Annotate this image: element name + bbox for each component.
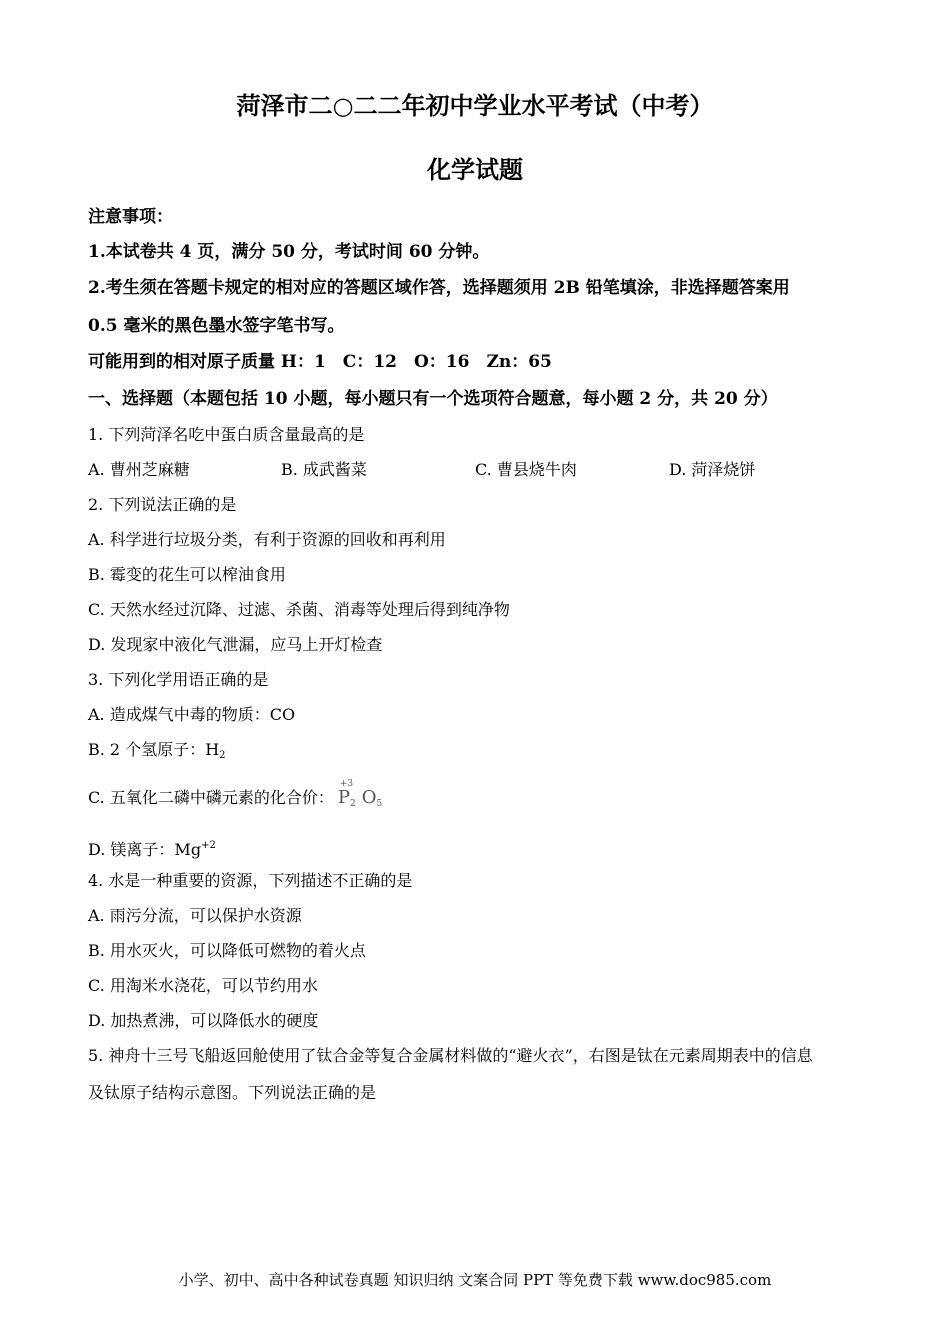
note-2-line-1: 2.考生须在答题卡规定的相对应的答题区域作答，选择题须用 2B 铅笔填涂，非选择题答案用 <box>88 278 790 298</box>
atomic-masses: 可能用到的相对原子质量 H：1 C：12 O：16 Zn：65 <box>88 352 552 372</box>
q5-stem-line-2: 及钛原子结构示意图。下列说法正确的是 <box>88 1083 377 1102</box>
q3-stem: 3. 下列化学用语正确的是 <box>88 670 269 689</box>
q5-stem-line-1: 5. 神舟十三号飞船返回舱使用了钛合金等复合金属材料做的“避火衣”，右图是钛在元素周期表中的信息 <box>88 1046 813 1065</box>
q1-stem: 1. 下列菏泽名吃中蛋白质含量最高的是 <box>88 425 365 444</box>
q1-option-d: D. 菏泽烧饼 <box>669 460 756 479</box>
q2-option-c: C. 天然水经过沉降、过滤、杀菌、消毒等处理后得到纯净物 <box>88 600 510 619</box>
q1-option-a: A. 曹州芝麻糖 <box>88 460 190 479</box>
q2-stem: 2. 下列说法正确的是 <box>88 495 237 514</box>
oxygen-subscript: 5 <box>376 799 383 809</box>
note-2-line-2: 0.5 毫米的黑色墨水签字笔书写。 <box>88 316 345 336</box>
section-1-heading: 一、选择题（本题包括 10 小题，每小题只有一个选项符合题意，每小题 2 分，共 20 分） <box>88 389 778 409</box>
q4-stem: 4. 水是一种重要的资源，下列描述不正确的是 <box>88 871 413 890</box>
oxygen-symbol: O <box>361 787 377 808</box>
q3-option-b-text: B. 2 个氢原子：H <box>88 740 220 759</box>
exam-subtitle: 化学试题 <box>427 155 523 184</box>
phosphorus-symbol: +3 P <box>338 788 350 808</box>
q3-option-b-subscript: 2 <box>219 750 226 761</box>
q1-option-c: C. 曹县烧牛肉 <box>475 460 577 479</box>
q3-option-c-text: C. 五氧化二磷中磷元素的化合价： <box>88 788 334 807</box>
q4-option-d: D. 加热煮沸，可以降低水的硬度 <box>88 1011 319 1030</box>
q1-option-b: B. 成武酱菜 <box>281 460 367 479</box>
q4-option-a: A. 雨污分流，可以保护水资源 <box>88 906 302 925</box>
q3-option-d <box>88 836 216 860</box>
q3-option-a: A. 造成煤气中毒的物质：CO <box>88 705 296 724</box>
q3-option-d-text: D. 镁离子：Mg <box>88 840 202 859</box>
notes-heading: 注意事项： <box>88 207 173 227</box>
valence-charge: +3 <box>339 779 354 789</box>
q3-option-c <box>88 779 383 814</box>
q3-option-b <box>88 740 226 766</box>
q2-option-b: B. 霉变的花生可以榨油食用 <box>88 565 286 584</box>
phosphorus-subscript: 2 <box>349 799 356 809</box>
exam-title: 菏泽市二○二二年初中学业水平考试（中考） <box>236 91 714 120</box>
q3-option-d-superscript: +2 <box>201 840 216 851</box>
q2-option-a: A. 科学进行垃圾分类，有利于资源的回收和再利用 <box>88 530 446 549</box>
q4-option-b: B. 用水灭火，可以降低可燃物的着火点 <box>88 941 366 960</box>
page-footer: 小学、初中、高中各种试卷真题 知识归纳 文案合同 PPT 等免费下载 www.doc985.com <box>178 1271 772 1289</box>
q4-option-c: C. 用淘米水浇花，可以节约用水 <box>88 976 318 995</box>
note-1: 1.本试卷共 4 页，满分 50 分，考试时间 60 分钟。 <box>88 242 490 262</box>
q2-option-d: D. 发现家中液化气泄漏，应马上开灯检查 <box>88 635 383 654</box>
